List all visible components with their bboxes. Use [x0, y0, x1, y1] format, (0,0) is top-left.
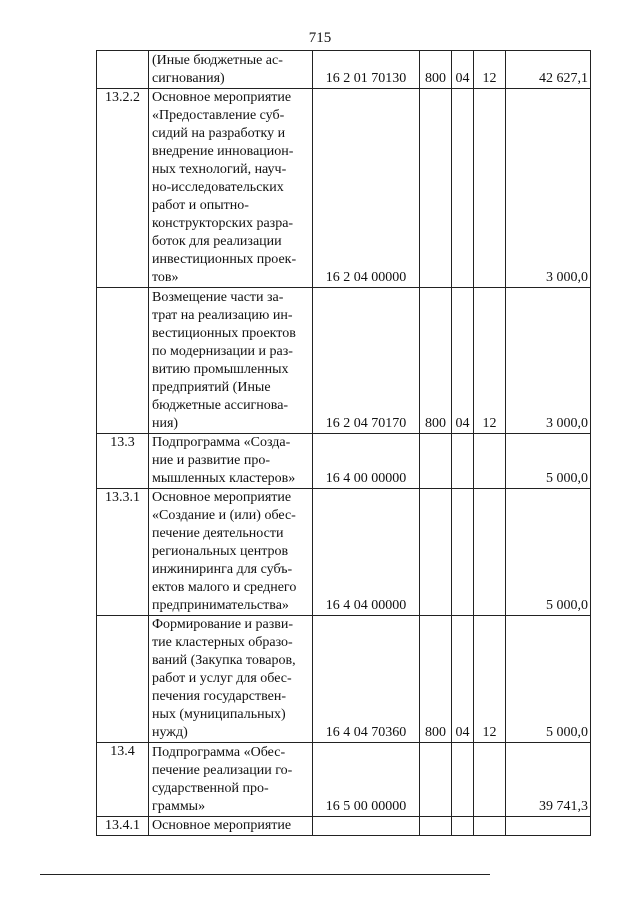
- row-number: [97, 616, 149, 743]
- table-row: [97, 817, 591, 836]
- table-row: [97, 434, 591, 489]
- row-rz: 04: [452, 288, 474, 434]
- row-number: 13.4: [97, 743, 149, 817]
- table-row: [97, 89, 591, 288]
- row-vr: 800: [420, 51, 452, 89]
- row-amount: [506, 817, 591, 836]
- row-code: 16 5 00 00000: [313, 743, 420, 817]
- row-number: 13.3.1: [97, 489, 149, 616]
- row-pr: [474, 817, 506, 836]
- row-vr: [420, 817, 452, 836]
- row-vr: [420, 434, 452, 489]
- row-amount: 3 000,0: [506, 89, 591, 288]
- row-name: Основное мероприятие «Создание и (или) обес- печение деятельности региональных центров инжиниринга для субъ- ектов малого и среднего предпринимательства»: [149, 489, 313, 616]
- row-name: Возмещение части за- трат на реализацию ин- вестиционных проектов по модернизации и раз- витию промышленных предприятий (Иные бюджетные ассигнова- ния): [149, 288, 313, 434]
- row-code: 16 2 04 00000: [313, 89, 420, 288]
- row-number: [97, 288, 149, 434]
- row-number: 13.2.2: [97, 89, 149, 288]
- row-rz: 04: [452, 51, 474, 89]
- row-rz: [452, 434, 474, 489]
- row-amount: 5 000,0: [506, 489, 591, 616]
- row-amount: 5 000,0: [506, 434, 591, 489]
- row-code: 16 4 00 00000: [313, 434, 420, 489]
- table-row: [97, 616, 591, 743]
- table-row: [97, 743, 591, 817]
- row-rz: [452, 817, 474, 836]
- row-pr: 12: [474, 288, 506, 434]
- row-vr: 800: [420, 616, 452, 743]
- row-pr: [474, 434, 506, 489]
- row-code: 16 2 04 70170: [313, 288, 420, 434]
- row-rz: [452, 89, 474, 288]
- budget-table: [96, 50, 591, 836]
- row-amount: 42 627,1: [506, 51, 591, 89]
- row-vr: [420, 489, 452, 616]
- table-row: [97, 489, 591, 616]
- footer-divider: [40, 874, 490, 875]
- row-amount: 5 000,0: [506, 616, 591, 743]
- row-pr: 12: [474, 616, 506, 743]
- row-amount: 39 741,3: [506, 743, 591, 817]
- row-rz: [452, 743, 474, 817]
- row-vr: [420, 743, 452, 817]
- row-amount: 3 000,0: [506, 288, 591, 434]
- row-code: 16 4 04 00000: [313, 489, 420, 616]
- row-name: Подпрограмма «Обес- печение реализации го- сударственной про- граммы»: [149, 743, 313, 817]
- row-vr: [420, 89, 452, 288]
- table-row: [97, 51, 591, 89]
- row-vr: 800: [420, 288, 452, 434]
- row-name: Основное мероприятие: [149, 817, 313, 836]
- row-code: 16 4 04 70360: [313, 616, 420, 743]
- row-name: (Иные бюджетные ас- сигнования): [149, 51, 313, 89]
- row-pr: [474, 489, 506, 616]
- row-pr: 12: [474, 51, 506, 89]
- row-rz: 04: [452, 616, 474, 743]
- page-number: 715: [308, 30, 332, 46]
- table-row: [97, 288, 591, 434]
- row-rz: [452, 489, 474, 616]
- row-name: Подпрограмма «Созда- ние и развитие про- мышленных кластеров»: [149, 434, 313, 489]
- row-number: [97, 51, 149, 89]
- row-code: [313, 817, 420, 836]
- row-pr: [474, 89, 506, 288]
- row-code: 16 2 01 70130: [313, 51, 420, 89]
- row-name: Основное мероприятие «Предоставление суб- сидий на разработку и внедрение инновацион- ных технологий, науч- но-исследовательских работ и опытно- конструкторских разра- боток для реализации инвестиционных проек- тов»: [149, 89, 313, 288]
- row-number: 13.4.1: [97, 817, 149, 836]
- row-pr: [474, 743, 506, 817]
- row-name: Формирование и разви- тие кластерных образо- ваний (Закупка товаров, работ и услуг для обес- печения государствен- ных (муниципальных) нужд): [149, 616, 313, 743]
- row-number: 13.3: [97, 434, 149, 489]
